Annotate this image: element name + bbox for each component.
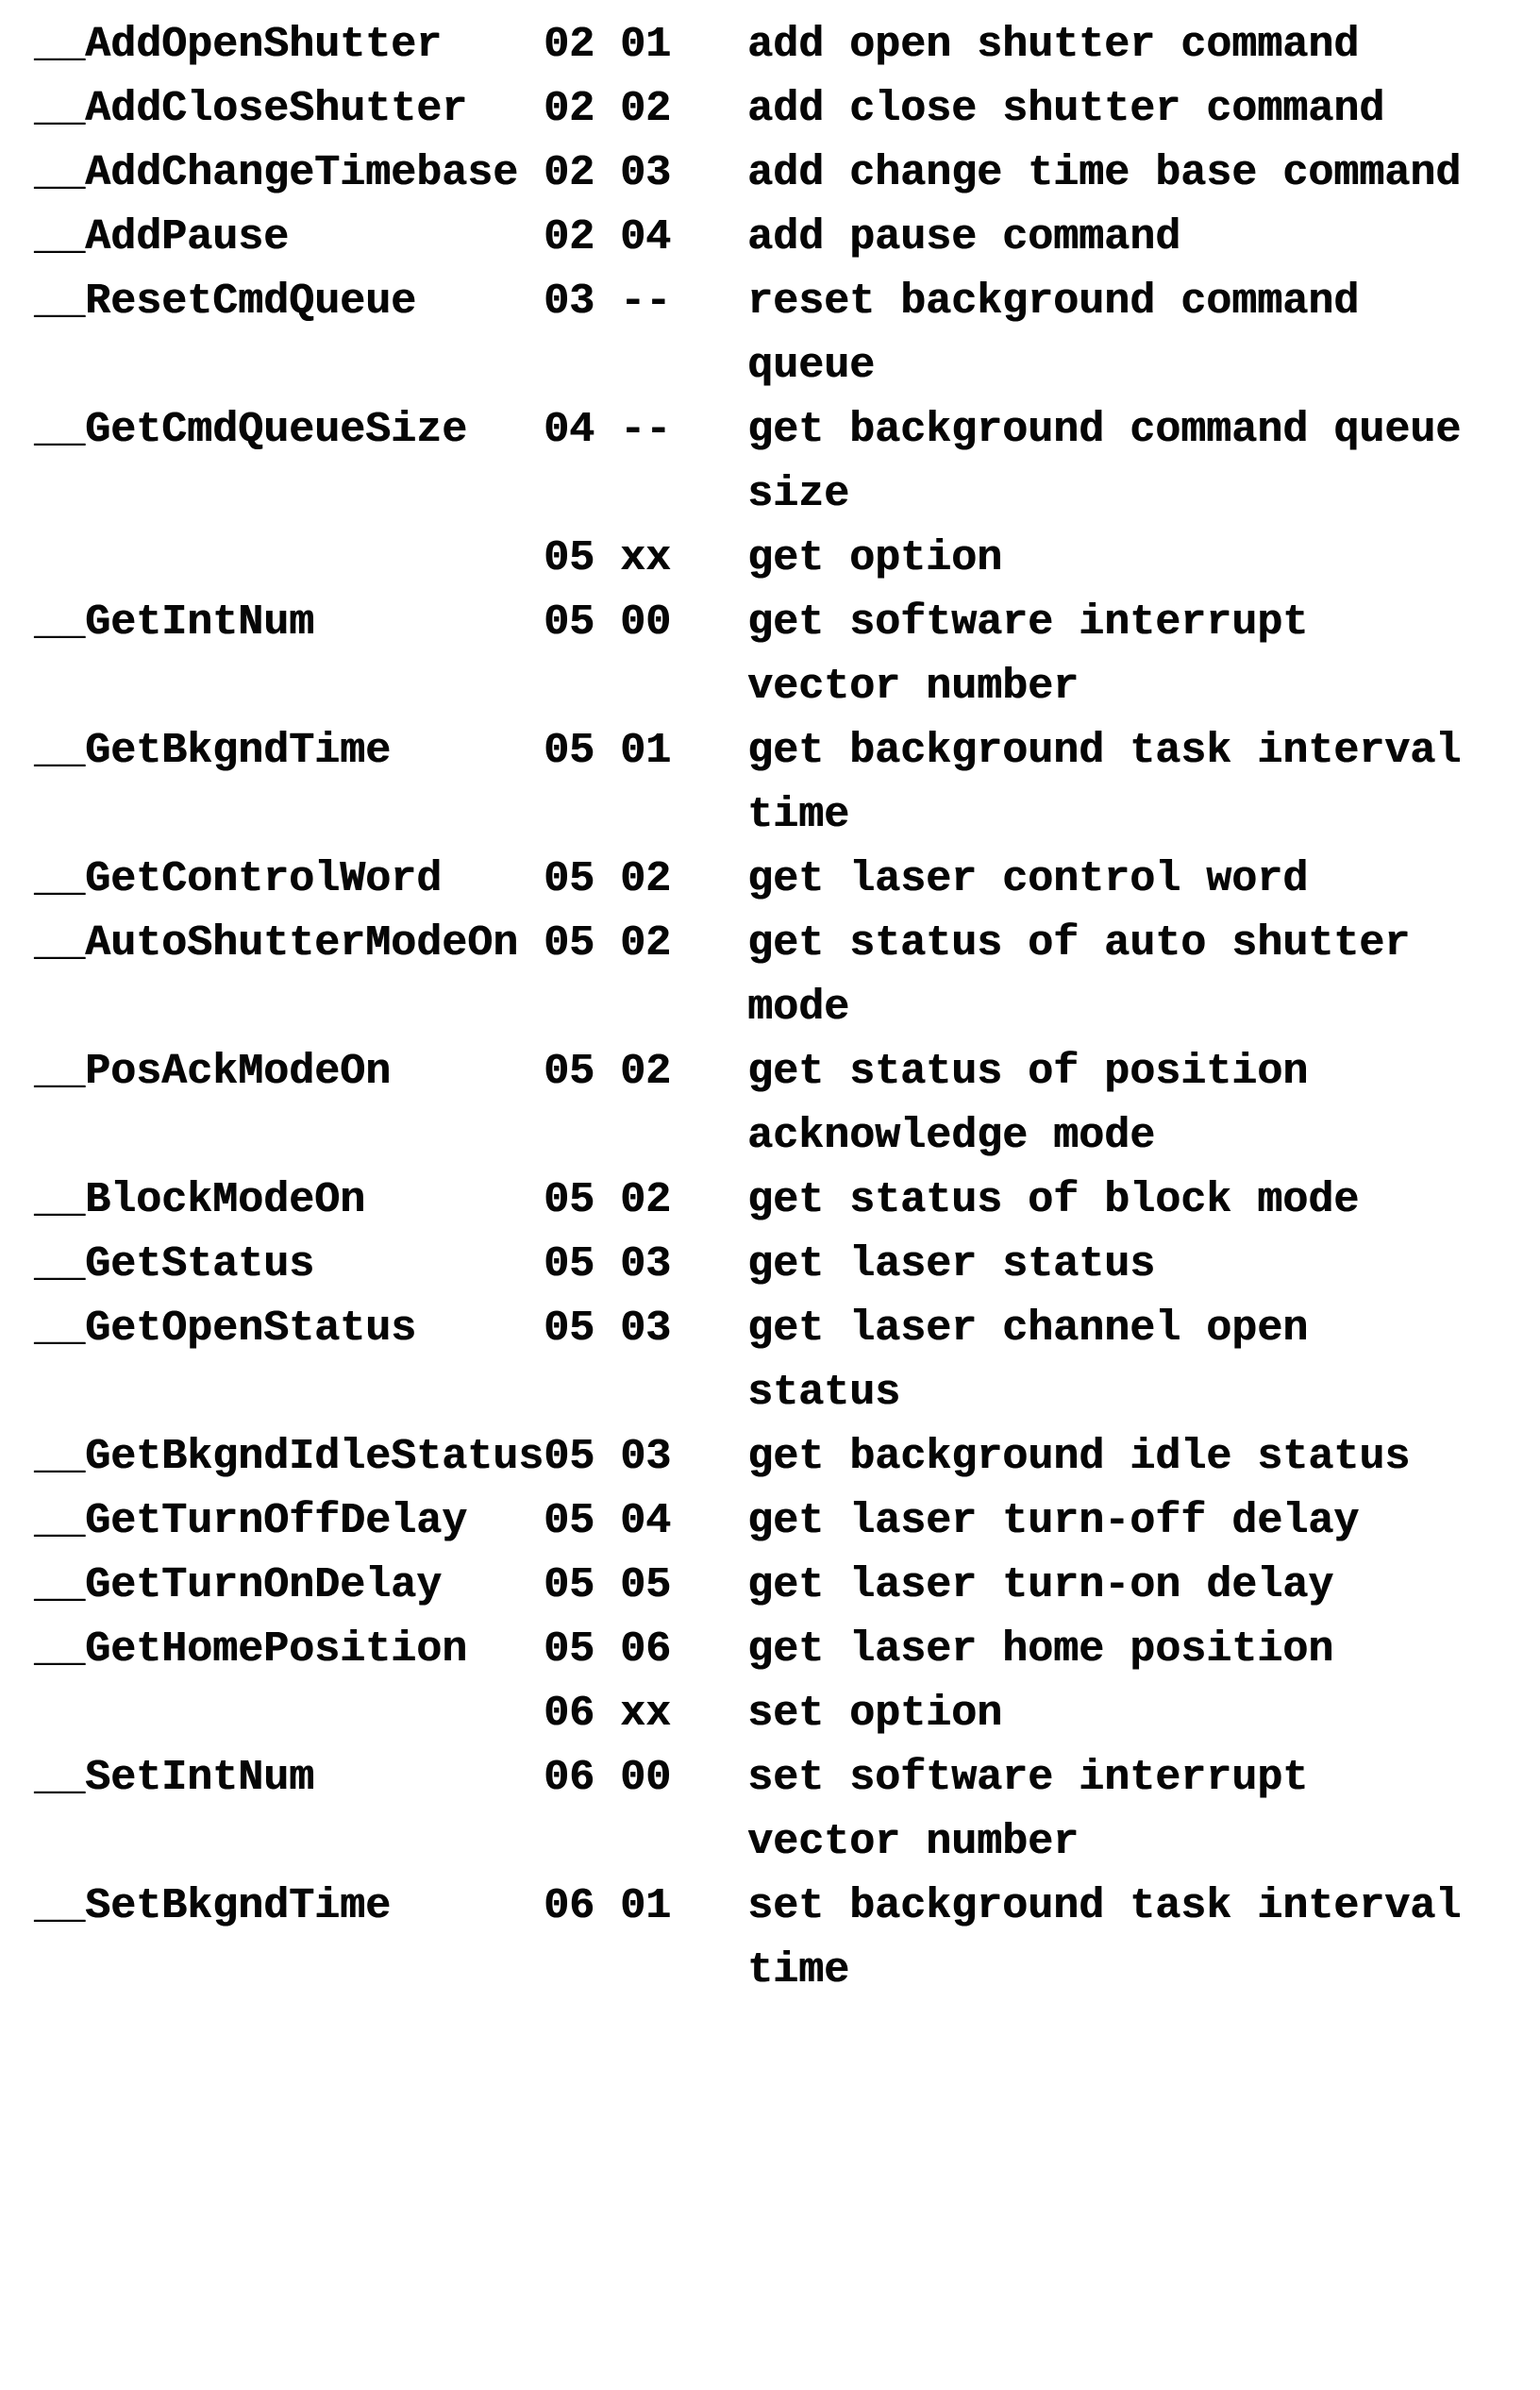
option-code-cell: 02 bbox=[620, 1176, 672, 1224]
option-code-cell: 02 bbox=[620, 855, 672, 903]
option-code-cell: 00 bbox=[620, 1754, 672, 1802]
table-row bbox=[34, 206, 1521, 270]
table-row bbox=[34, 1490, 1521, 1554]
table-row bbox=[34, 1040, 1521, 1169]
function-name-cell: __GetBkgndTime bbox=[34, 727, 392, 775]
function-name-cell: __GetTurnOffDelay bbox=[34, 1497, 468, 1545]
option-code-cell: 02 bbox=[620, 1048, 672, 1096]
function-name-cell: __GetStatus bbox=[34, 1240, 315, 1288]
function-name-cell: __AddOpenShutter bbox=[34, 21, 443, 69]
function-name-cell: __AddChangeTimebase bbox=[34, 149, 519, 197]
description-cell: get laser home position bbox=[747, 1625, 1334, 1674]
description-cell: get status of block mode bbox=[747, 1176, 1360, 1224]
table-row bbox=[34, 1233, 1521, 1297]
description-cell: get background command queue size bbox=[747, 406, 1462, 518]
command-table bbox=[34, 13, 1521, 2003]
description-cell: set option bbox=[747, 1690, 1003, 1738]
function-name-cell: __PosAckModeOn bbox=[34, 1048, 392, 1096]
function-name-cell: __GetTurnOnDelay bbox=[34, 1561, 443, 1609]
table-row bbox=[34, 398, 1521, 527]
function-name-cell: __GetIntNum bbox=[34, 598, 315, 647]
description-cell: add pause command bbox=[747, 213, 1181, 261]
option-code-cell: 05 bbox=[620, 1561, 672, 1609]
function-name-cell: __GetHomePosition bbox=[34, 1625, 468, 1674]
function-name-cell: __BlockModeOn bbox=[34, 1176, 366, 1224]
description-cell: get status of position acknowledge mode bbox=[747, 1048, 1309, 1160]
command-code-cell: 02 bbox=[544, 21, 595, 69]
table-row bbox=[34, 1297, 1521, 1425]
function-name-cell: __GetOpenStatus bbox=[34, 1304, 417, 1353]
table-row bbox=[34, 912, 1521, 1040]
description-cell: add open shutter command bbox=[747, 21, 1360, 69]
option-code-cell: 02 bbox=[620, 919, 672, 968]
description-cell: set software interrupt vector number bbox=[747, 1754, 1309, 1866]
function-name-cell: __GetCmdQueueSize bbox=[34, 406, 468, 454]
description-cell: get laser turn-on delay bbox=[747, 1561, 1334, 1609]
command-code-cell: 05 bbox=[544, 727, 595, 775]
function-name-cell: __GetControlWord bbox=[34, 855, 443, 903]
option-code-cell: 03 bbox=[620, 1433, 672, 1481]
table-row bbox=[34, 527, 1521, 591]
command-code-cell: 06 bbox=[544, 1690, 595, 1738]
option-code-cell: -- bbox=[620, 278, 672, 326]
command-code-cell: 05 bbox=[544, 1625, 595, 1674]
table-row bbox=[34, 1746, 1521, 1875]
option-code-cell: -- bbox=[620, 406, 672, 454]
option-code-cell: 00 bbox=[620, 598, 672, 647]
description-cell: get background task interval time bbox=[747, 727, 1462, 839]
command-code-cell: 05 bbox=[544, 1176, 595, 1224]
table-row bbox=[34, 1875, 1521, 2003]
option-code-cell: 04 bbox=[620, 1497, 672, 1545]
option-code-cell: 03 bbox=[620, 1304, 672, 1353]
table-row bbox=[34, 13, 1521, 77]
table-row bbox=[34, 1682, 1521, 1746]
command-code-cell: 03 bbox=[544, 278, 595, 326]
description-cell: set background task interval time bbox=[747, 1882, 1462, 1994]
table-row bbox=[34, 1554, 1521, 1618]
table-row bbox=[34, 142, 1521, 206]
description-cell: get laser turn-off delay bbox=[747, 1497, 1360, 1545]
function-name-cell: __AddCloseShutter bbox=[34, 85, 468, 133]
command-code-cell: 02 bbox=[544, 85, 595, 133]
description-cell: reset background command queue bbox=[747, 278, 1360, 390]
command-code-cell: 05 bbox=[544, 1497, 595, 1545]
command-code-cell: 02 bbox=[544, 213, 595, 261]
description-cell: get option bbox=[747, 534, 1003, 582]
command-code-cell: 05 bbox=[544, 1304, 595, 1353]
description-cell: get background idle status bbox=[747, 1433, 1411, 1481]
table-row bbox=[34, 848, 1521, 912]
table-row bbox=[34, 1618, 1521, 1682]
description-cell: get status of auto shutter mode bbox=[747, 919, 1411, 1032]
description-cell: get laser control word bbox=[747, 855, 1309, 903]
command-code-cell: 05 bbox=[544, 855, 595, 903]
option-code-cell: 03 bbox=[620, 149, 672, 197]
function-name-cell: __SetBkgndTime bbox=[34, 1882, 392, 1930]
table-row bbox=[34, 270, 1521, 398]
option-code-cell: xx bbox=[620, 1690, 672, 1738]
option-code-cell: 01 bbox=[620, 727, 672, 775]
option-code-cell: 06 bbox=[620, 1625, 672, 1674]
command-code-cell: 05 bbox=[544, 919, 595, 968]
description-cell: add close shutter command bbox=[747, 85, 1385, 133]
command-code-cell: 05 bbox=[544, 598, 595, 647]
description-cell: get laser status bbox=[747, 1240, 1156, 1288]
function-name-cell: __AddPause bbox=[34, 213, 290, 261]
option-code-cell: xx bbox=[620, 534, 672, 582]
table-row bbox=[34, 719, 1521, 848]
option-code-cell: 01 bbox=[620, 1882, 672, 1930]
function-name-cell: __SetIntNum bbox=[34, 1754, 315, 1802]
command-code-cell: 05 bbox=[544, 1433, 595, 1481]
function-name-cell: __GetBkgndIdleStatus bbox=[34, 1433, 544, 1481]
command-code-cell: 06 bbox=[544, 1754, 595, 1802]
option-code-cell: 03 bbox=[620, 1240, 672, 1288]
command-code-cell: 05 bbox=[544, 1048, 595, 1096]
description-cell: add change time base command bbox=[747, 149, 1462, 197]
function-name-cell: __AutoShutterModeOn bbox=[34, 919, 519, 968]
table-row bbox=[34, 1169, 1521, 1233]
option-code-cell: 02 bbox=[620, 85, 672, 133]
command-code-cell: 02 bbox=[544, 149, 595, 197]
command-code-cell: 06 bbox=[544, 1882, 595, 1930]
description-cell: get software interrupt vector number bbox=[747, 598, 1309, 711]
table-row bbox=[34, 77, 1521, 142]
option-code-cell: 04 bbox=[620, 213, 672, 261]
description-cell: get laser channel open status bbox=[747, 1304, 1309, 1417]
table-row bbox=[34, 591, 1521, 719]
command-code-cell: 04 bbox=[544, 406, 595, 454]
option-code-cell: 01 bbox=[620, 21, 672, 69]
table-row bbox=[34, 1425, 1521, 1490]
command-code-cell: 05 bbox=[544, 1561, 595, 1609]
command-code-cell: 05 bbox=[544, 534, 595, 582]
command-code-cell: 05 bbox=[544, 1240, 595, 1288]
function-name-cell: __ResetCmdQueue bbox=[34, 278, 417, 326]
